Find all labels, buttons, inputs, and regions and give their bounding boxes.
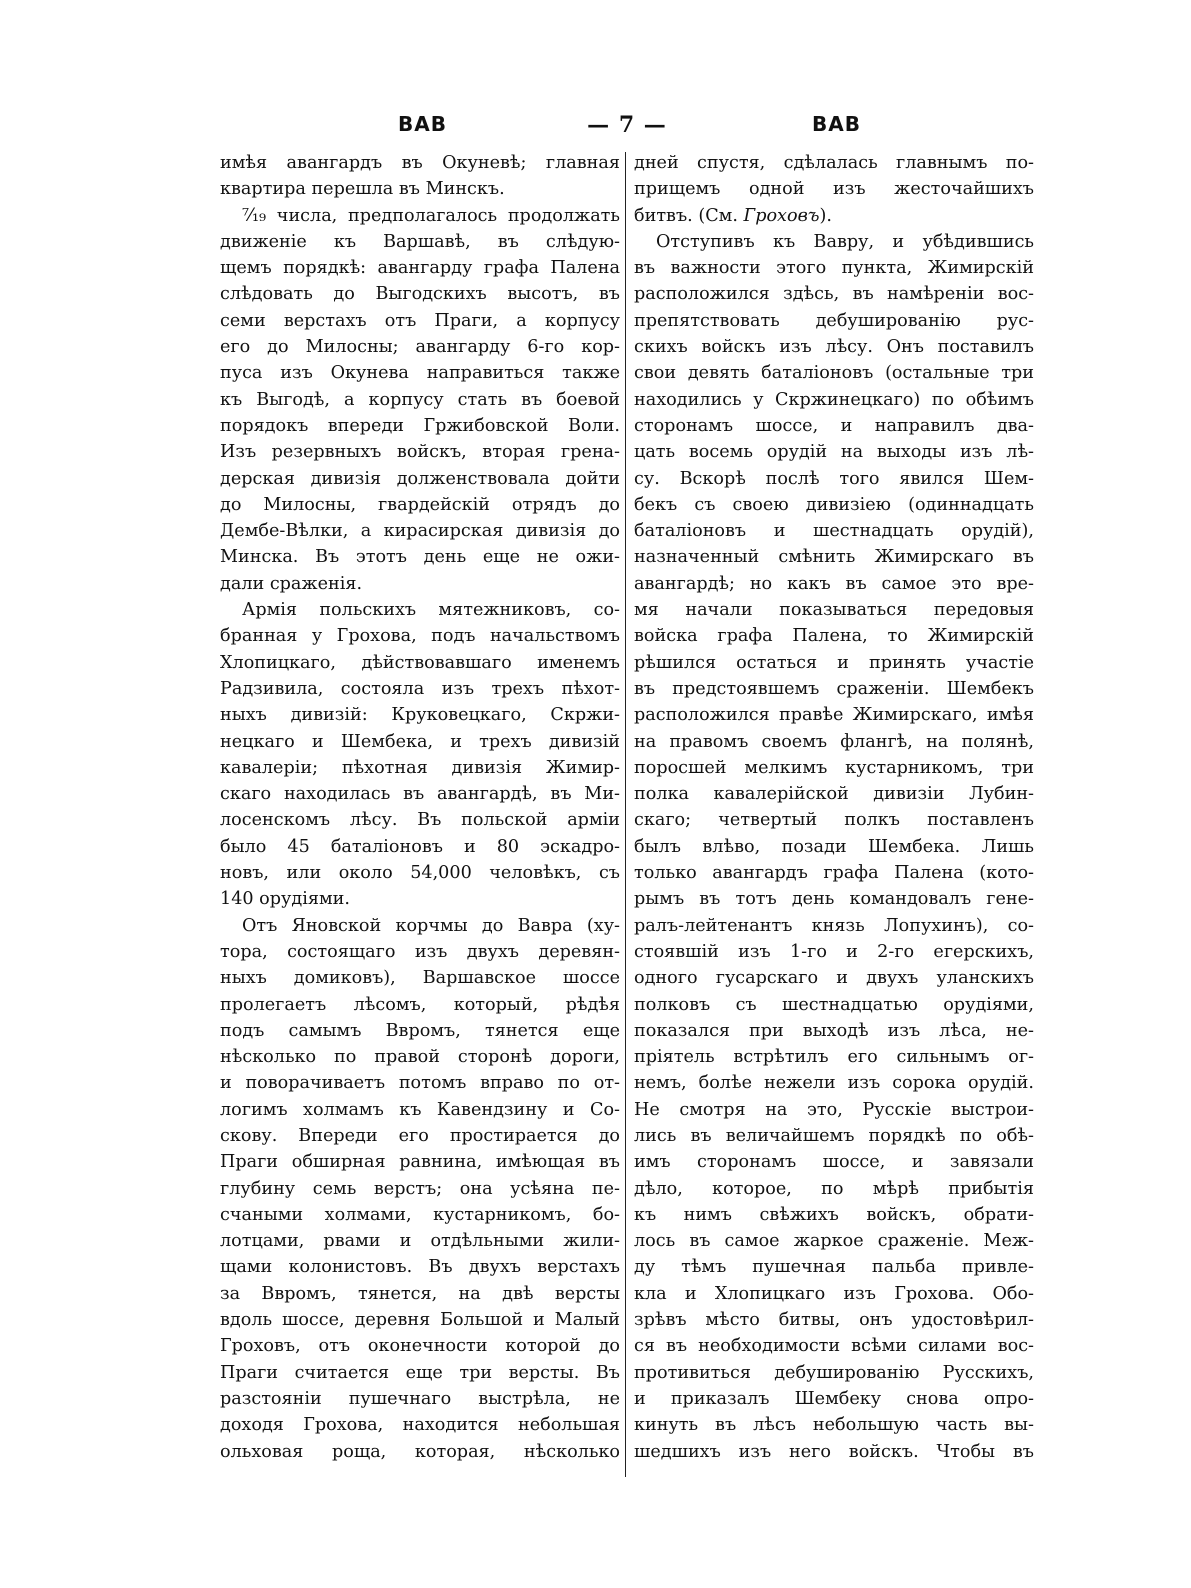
text-line: въ важности этого пункта, Жимирскій <box>634 258 1034 279</box>
text-line: Гроховъ, отъ оконечности которой до <box>220 1336 620 1357</box>
text-line: Отъ Яновской корчмы до Вавра (ху- <box>242 915 620 936</box>
text-line: дней спустя, сдѣлалась главнымъ по- <box>634 153 1034 173</box>
text-line: лись въ величайшемъ порядкѣ по обѣ- <box>634 1125 1034 1146</box>
text-line: къ нимъ свѣжихъ войскъ, обрати- <box>634 1204 1034 1225</box>
text-line: скову. Впереди его простирается до <box>220 1125 620 1146</box>
text-line: битвъ. (См. Гроховъ). <box>634 205 833 226</box>
page-number: — 7 — <box>587 112 667 138</box>
text-line: ольховая роща, которая, нѣсколько <box>220 1441 620 1462</box>
text-line: скаго; четвертый полкъ поставленъ <box>634 810 1034 831</box>
text-line: ралъ-лейтенантъ князь Лопухинъ), со- <box>634 915 1034 936</box>
running-head <box>0 112 1191 146</box>
text-line: дерская дивизія долженствовала дойти <box>220 468 620 489</box>
text-line: шедшихъ изъ него войскъ. Чтобы въ <box>634 1441 1034 1462</box>
text-line: доходя Грохова, находится небольшая <box>220 1415 620 1436</box>
text-line: полковъ съ шестнадцатью орудіями, <box>634 994 1034 1015</box>
text-line: баталіоновъ и шестнадцать орудій), <box>634 521 1034 542</box>
text-line: ныхъ дивизій: Круковецкаго, Скржи- <box>220 705 620 726</box>
text-line: дѣло, которое, по мѣрѣ прибытія <box>634 1178 1034 1199</box>
text-line: на правомъ своемъ флангѣ, на полянѣ, <box>634 731 1034 752</box>
text-line: ся въ необходимости всѣми силами вос- <box>634 1336 1034 1357</box>
text-line: разстояніи пушечнаго выстрѣла, не <box>220 1388 620 1409</box>
text-line: войска графа Палена, то Жимирскій <box>634 626 1034 647</box>
text-line: Хлопицкаго, дѣйствовавшаго именемъ <box>220 652 620 673</box>
text-line: Дембе-Вѣлки, а кирасирская дивизія до <box>220 521 620 542</box>
text-line: су. Вскорѣ послѣ того явился Шем- <box>634 468 1034 489</box>
text-line: кинуть въ лѣсъ небольшую часть вы- <box>634 1415 1034 1436</box>
text-line: логимъ холмамъ къ Кавендзину и Со- <box>220 1099 620 1120</box>
text-line: полка кавалерійской дивизіи Лубин- <box>634 784 1034 805</box>
text-line: Праги считается еще три версты. Въ <box>220 1362 620 1383</box>
text-line: кавалеріи; пѣхотная дивизія Жимир- <box>220 757 620 778</box>
text-line: назначенный смѣнить Жимирскаго въ <box>634 547 1034 568</box>
text-line: щами колонистовъ. Въ двухъ верстахъ <box>220 1257 620 1278</box>
text-line: бекъ съ своею дивизіею (одиннадцать <box>634 494 1034 515</box>
text-line: слѣдовать до Выгодскихъ высотъ, въ <box>220 284 620 305</box>
text-line: ⁷⁄₁₉ числа, предполагалось продолжать <box>242 205 620 226</box>
text-line: показался при выходѣ изъ лѣса, не- <box>634 1020 1034 1041</box>
text-line: щемъ порядкѣ: авангарду графа Палена <box>220 258 620 279</box>
text-line: свои девять баталіоновъ (остальные три <box>634 363 1034 384</box>
text-line: глубину семь верстъ; она усѣяна пе- <box>220 1178 620 1199</box>
text-line: подъ самымъ Ввромъ, тянется еще <box>220 1020 620 1041</box>
text-line: рѣшился остаться и принять участіе <box>634 652 1034 673</box>
text-line: ду тѣмъ пушечная пальба привле- <box>634 1257 1034 1278</box>
text-line: пріятель встрѣтилъ его сильнымъ ог- <box>634 1047 1034 1068</box>
text-line: счаными холмами, кустарникомъ, бо- <box>220 1204 620 1225</box>
text-line: Армія польскихъ мятежниковъ, со- <box>242 600 620 621</box>
text-line: вдоль шоссе, деревня Большой и Малый <box>220 1310 620 1331</box>
text-line: Минска. Въ этотъ день еще не ожи- <box>220 547 620 568</box>
text-line: лотцами, рвами и отдѣльными жили- <box>220 1231 620 1252</box>
text-line: дали сраженія. <box>220 573 363 594</box>
text-line: Праги обширная равнина, имѣющая въ <box>220 1152 620 1173</box>
text-line: находились у Скржинецкаго) по обѣимъ <box>634 389 1034 410</box>
text-line: Радзивила, состояла изъ трехъ пѣхот- <box>220 678 620 699</box>
text-line: расположился здѣсь, въ намѣреніи вос- <box>634 284 1034 305</box>
text-line: имѣя авангардъ въ Окуневѣ; главная <box>220 153 620 173</box>
text-line: и поворачиваетъ потомъ вправо по от- <box>220 1073 620 1094</box>
text-line: ныхъ домиковъ), Варшавское шоссе <box>220 968 620 989</box>
text-line: пуса изъ Окунева направиться также <box>220 363 620 384</box>
text-line: за Ввромъ, тянется, на двѣ версты <box>220 1283 620 1304</box>
text-line: прищемъ одной изъ жесточайшихъ <box>634 179 1034 200</box>
text-line: авангардѣ; но какъ въ самое это вре- <box>634 573 1034 594</box>
text-line: зрѣвъ мѣсто битвы, онъ удостовѣрил- <box>634 1310 1034 1331</box>
text-line: былъ влѣво, позади Шембека. Лишь <box>634 836 1034 857</box>
text-line: квартира перешла въ Минскъ. <box>220 179 505 200</box>
text-line: расположился правѣе Жимирскаго, имѣя <box>634 705 1034 726</box>
text-line: скаго находилась въ авангардѣ, въ Ми- <box>220 784 620 805</box>
text-line: новъ, или около 54,000 человѣкъ, съ <box>220 863 620 884</box>
text-line: препятствовать дебушированію рус- <box>634 310 1034 331</box>
text-line: 140 орудіями. <box>220 889 350 910</box>
right-text-column <box>634 150 1034 1500</box>
text-line: противиться дебушированію Русскихъ, <box>634 1362 1034 1383</box>
text-line: движеніе къ Варшавѣ, въ слѣдую- <box>220 231 620 252</box>
header-left-abbrev: ВАВ <box>398 112 447 136</box>
text-line: скихъ войскъ изъ лѣсу. Онъ поставилъ <box>634 337 1034 358</box>
text-line: и приказалъ Шембеку снова опро- <box>634 1388 1034 1409</box>
text-line: лось въ самое жаркое сраженіе. Меж- <box>634 1231 1034 1252</box>
text-line: только авангардъ графа Палена (кото- <box>634 863 1034 884</box>
text-line: мя начали показываться передовыя <box>634 600 1034 621</box>
text-line: къ Выгодѣ, а корпусу стать въ боевой <box>220 389 620 410</box>
text-line: было 45 баталіоновъ и 80 эскадро- <box>220 836 620 857</box>
text-line: немъ, болѣе нежели изъ сорока орудій. <box>634 1073 1034 1094</box>
text-line: рымъ въ тотъ день командовалъ гене- <box>634 889 1034 910</box>
text-line: нецкаго и Шембека, и трехъ дивизій <box>220 731 620 752</box>
text-line: Изъ резервныхъ войскъ, вторая грена- <box>220 442 620 463</box>
text-line: бранная у Грохова, подъ начальствомъ <box>220 626 620 647</box>
text-line: порядокъ впереди Гржибовской Воли. <box>220 415 620 436</box>
text-line: лосенскомъ лѣсу. Въ польской арміи <box>220 810 620 831</box>
left-text-column <box>220 150 620 1500</box>
text-line: его до Милосны; авангарду 6-го кор- <box>220 337 620 358</box>
text-line: одного гусарскаго и двухъ уланскихъ <box>634 968 1034 989</box>
text-line: поросшей мелкимъ кустарникомъ, три <box>634 757 1034 778</box>
text-line: пролегаетъ лѣсомъ, который, рѣдѣя <box>220 994 620 1015</box>
text-line: имъ сторонамъ шоссе, и завязали <box>634 1152 1034 1173</box>
header-right-abbrev: ВАВ <box>812 112 861 136</box>
text-line: семи верстахъ отъ Праги, а корпусу <box>220 310 620 331</box>
text-line: до Милосны, гвардейскій отрядъ до <box>220 494 620 515</box>
text-line: стоявшій изъ 1-го и 2-го егерскихъ, <box>634 941 1034 962</box>
text-line: цать восемь орудій на выходы изъ лѣ- <box>634 442 1034 463</box>
text-line: сторонамъ шоссе, и направилъ два- <box>634 415 1034 436</box>
text-line: Не смотря на это, Русскіе выстрои- <box>634 1099 1034 1120</box>
text-line: Отступивъ къ Вавру, и убѣдившись <box>656 231 1034 252</box>
column-divider <box>625 152 626 1477</box>
text-line: нѣсколько по правой сторонѣ дороги, <box>220 1047 620 1068</box>
cross-reference: Гроховъ <box>743 205 820 226</box>
text-line: кла и Хлопицкаго изъ Грохова. Обо- <box>634 1283 1034 1304</box>
text-line: тора, состоящаго изъ двухъ деревян- <box>220 941 620 962</box>
text-line: въ предстоявшемъ сраженіи. Шембекъ <box>634 678 1034 699</box>
